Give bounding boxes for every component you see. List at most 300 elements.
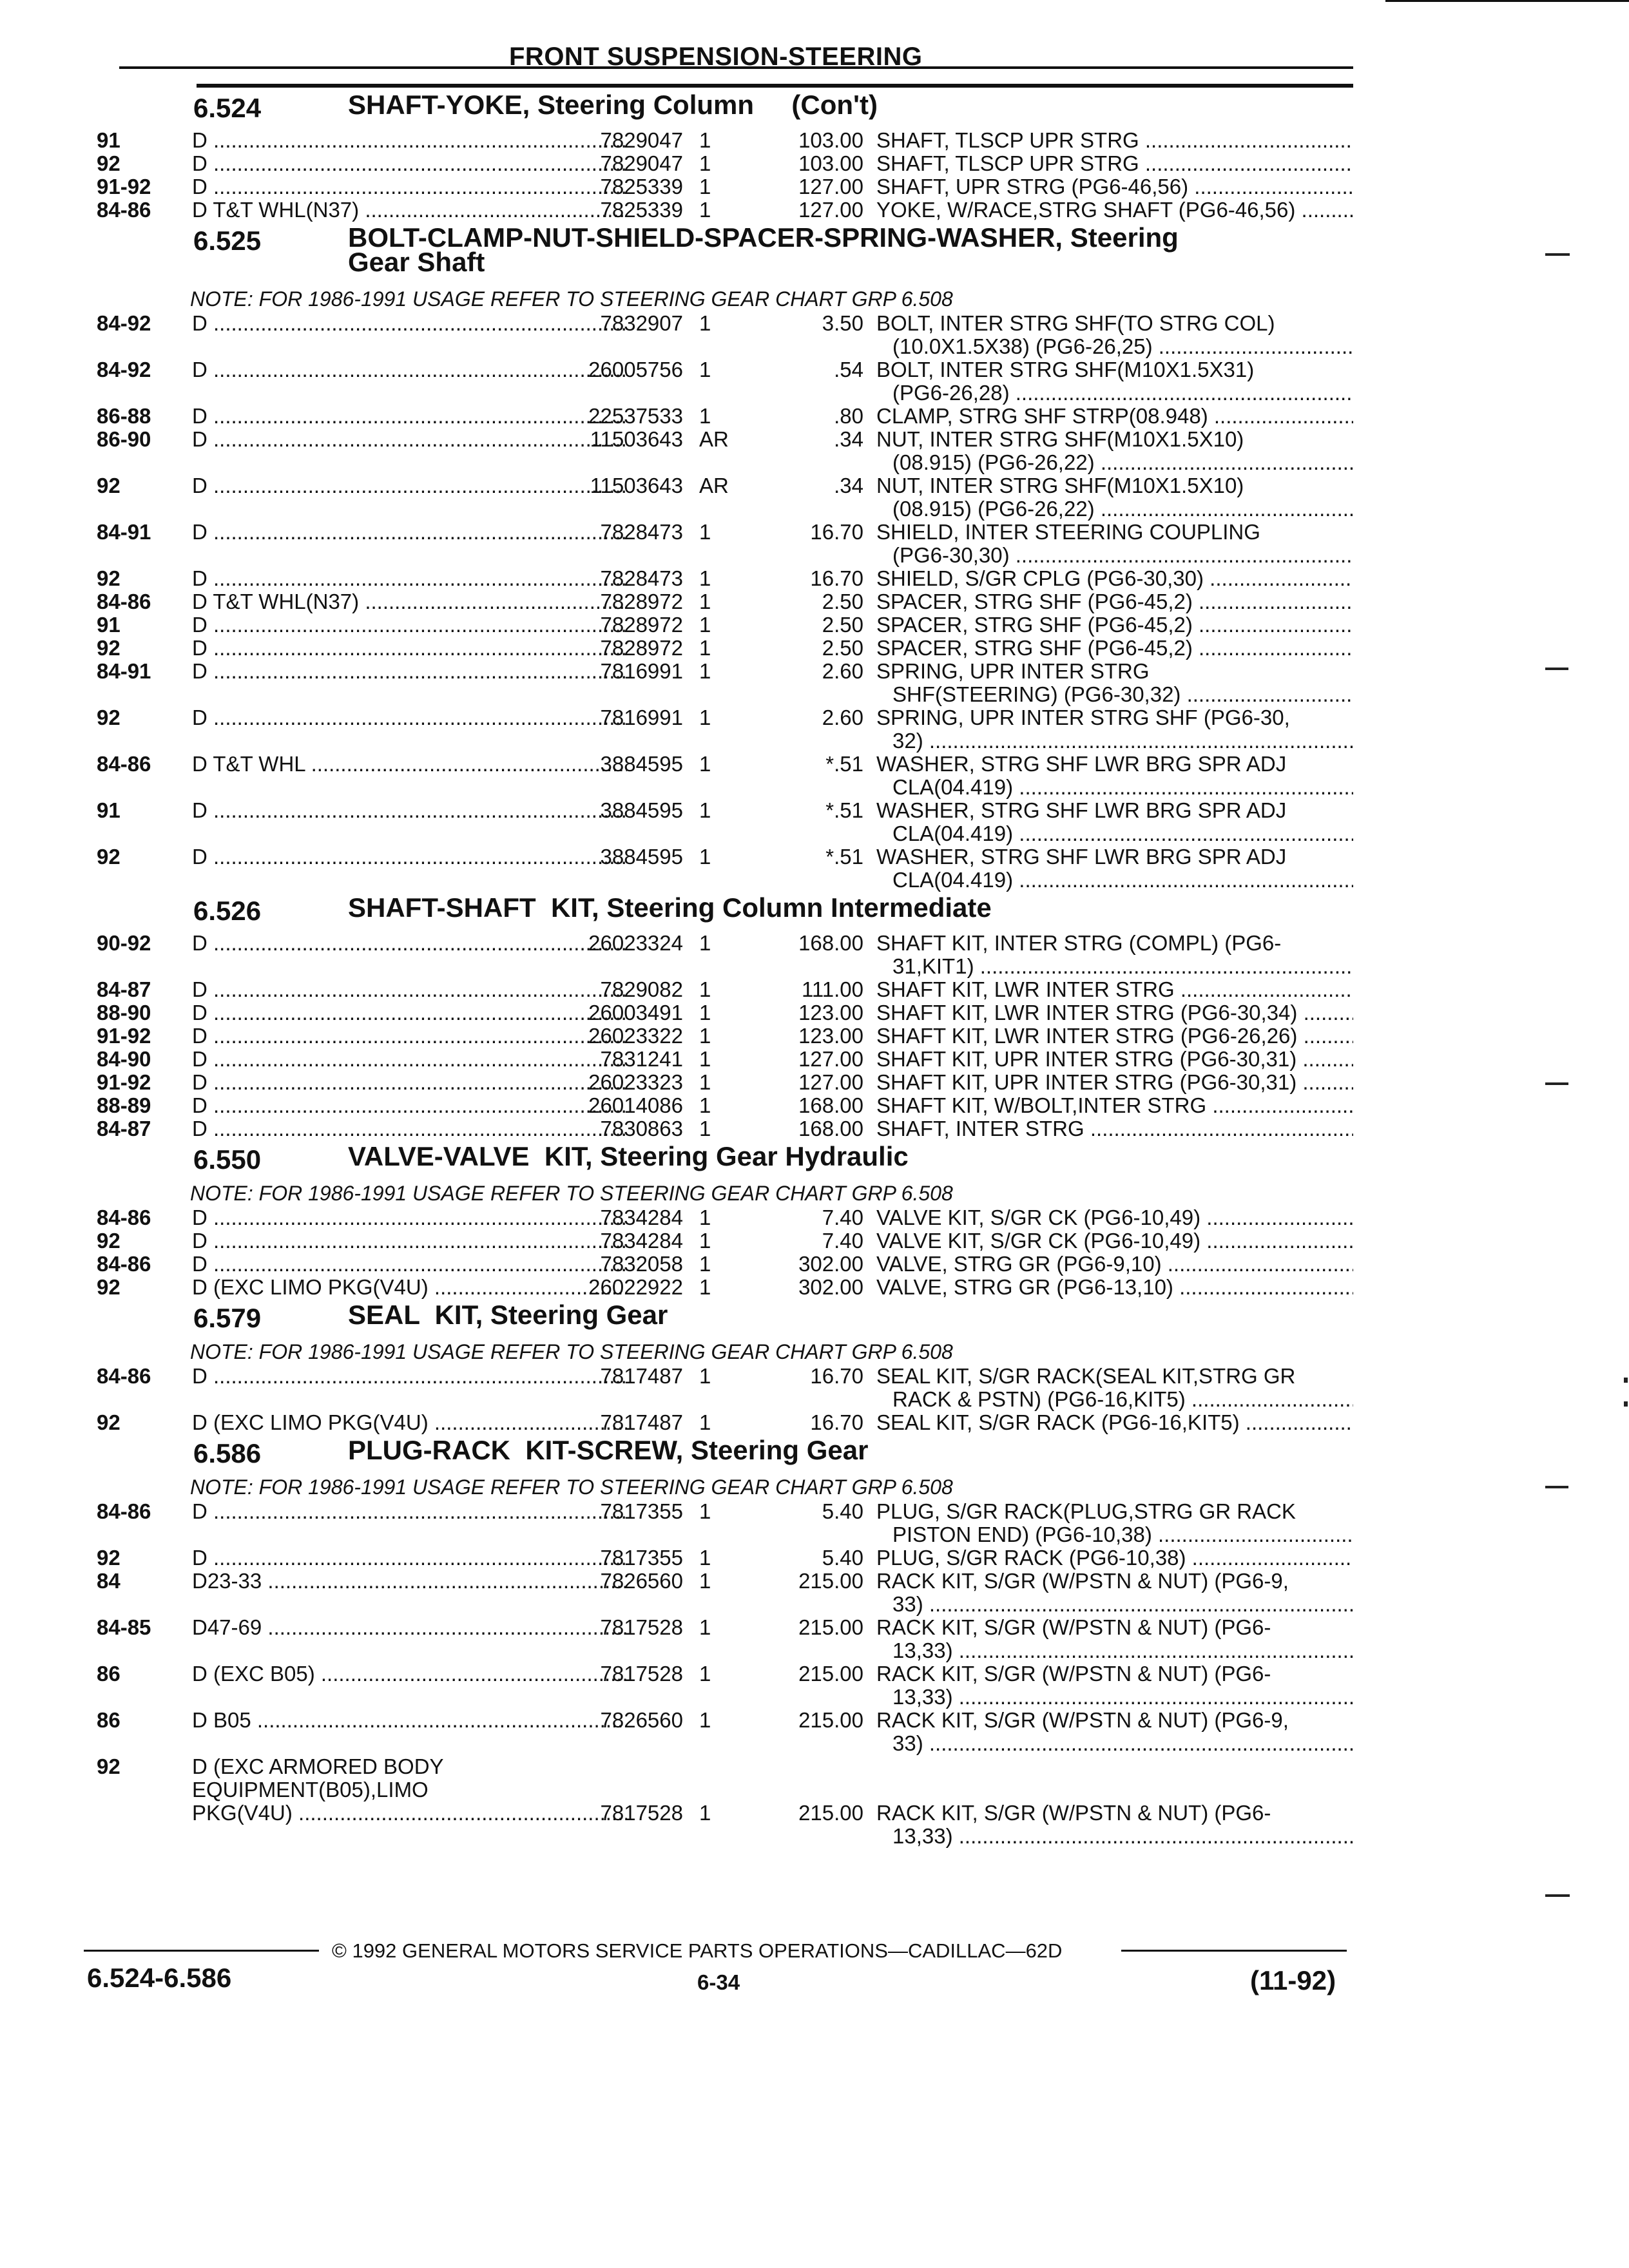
model-years: 92 — [97, 1275, 120, 1299]
part-number: 7816991 — [600, 659, 683, 683]
part-description — [876, 1616, 1353, 1662]
description-line: SHAFT KIT, LWR INTER STRG (PG6-26,26) ..... — [876, 1024, 1353, 1048]
part-description — [876, 1276, 1353, 1299]
part-number: 7828972 — [600, 613, 683, 637]
description-line: PLUG, S/GR RACK(PLUG,STRG GR RACK — [876, 1500, 1296, 1523]
part-row — [97, 799, 1353, 845]
part-row — [97, 706, 1353, 753]
model-code-text: D ..... — [192, 405, 627, 428]
part-description — [876, 1546, 1353, 1570]
part-description — [876, 1662, 1353, 1709]
quantity: 1 — [699, 798, 711, 822]
section-title — [348, 1300, 668, 1330]
parts-listing — [97, 89, 1353, 1848]
part-description — [876, 753, 1353, 799]
part-row — [97, 1546, 1353, 1570]
section-title-line: SEAL KIT, Steering Gear — [348, 1300, 668, 1330]
model-code-text: D ..... — [192, 1253, 627, 1276]
quantity: 1 — [699, 931, 711, 955]
part-row — [97, 405, 1353, 428]
quantity: 1 — [699, 198, 711, 222]
price: 127.00 — [798, 198, 863, 222]
price: 127.00 — [798, 1047, 863, 1071]
part-number: 11503643 — [590, 474, 683, 497]
part-number: 3884595 — [600, 798, 683, 822]
model-years: 84-92 — [97, 358, 151, 381]
section-title — [348, 222, 1179, 277]
part-description — [876, 706, 1353, 753]
description-continuation: 13,33) ..... — [876, 1825, 1353, 1848]
model-code-text: D ..... — [192, 129, 627, 152]
description-line: SHIELD, INTER STEERING COUPLING — [876, 521, 1260, 544]
price: 2.50 — [822, 613, 863, 637]
model-years: 91-92 — [97, 1024, 151, 1048]
part-row — [97, 1662, 1353, 1709]
description-continuation: CLA(04.419) ..... — [876, 869, 1353, 892]
part-row — [97, 1071, 1353, 1094]
price: 2.60 — [822, 706, 863, 729]
part-row — [97, 152, 1353, 175]
part-description — [876, 660, 1353, 706]
model-years: 88-90 — [97, 1001, 151, 1024]
part-number: 7816991 — [600, 706, 683, 729]
price: 5.40 — [822, 1546, 863, 1570]
model-years: 84-86 — [97, 752, 151, 776]
price: .80 — [834, 404, 863, 428]
part-number: 7817487 — [600, 1364, 683, 1388]
usage-note: NOTE: FOR 1986-1991 USAGE REFER TO STEERING GEAR CHART GRP 6.508 — [190, 1475, 953, 1499]
description-line: SHAFT KIT, UPR INTER STRG (PG6-30,31) ..... — [876, 1048, 1353, 1071]
part-row — [97, 1276, 1353, 1299]
part-number: 11503643 — [590, 427, 683, 451]
part-number: 7832058 — [600, 1252, 683, 1276]
part-number: 7828473 — [600, 520, 683, 544]
part-row — [97, 932, 1353, 978]
description-line: NUT, INTER STRG SHF(M10X1.5X10) — [876, 474, 1244, 497]
quantity: 1 — [699, 1546, 711, 1570]
description-continuation: 13,33) ..... — [876, 1639, 1353, 1662]
description-line: SHAFT KIT, UPR INTER STRG (PG6-30,31) ..... — [876, 1071, 1353, 1094]
part-description — [876, 1048, 1353, 1071]
part-row — [97, 1616, 1353, 1662]
part-number: 7828972 — [600, 636, 683, 660]
part-number: 7826560 — [600, 1708, 683, 1732]
model-code-text: D ..... — [192, 358, 627, 381]
description-continuation: SHF(STEERING) (PG6-30,32) ..... — [876, 683, 1353, 706]
model-code-text: D T&T WHL(N37) ..... — [192, 198, 627, 222]
model-years: 91 — [97, 128, 120, 152]
quantity: 1 — [699, 1499, 711, 1523]
part-row — [97, 660, 1353, 706]
model-code-text: D ..... — [192, 978, 627, 1001]
description-line: SHIELD, S/GR CPLG (PG6-30,30) ..... — [876, 567, 1353, 590]
section-title-line-2: Gear Shaft — [348, 247, 485, 277]
section-number: 6.586 — [193, 1438, 262, 1468]
part-number: 7834284 — [600, 1206, 683, 1229]
part-description — [876, 1253, 1353, 1276]
part-number: 26003491 — [588, 1001, 683, 1024]
description-line: WASHER, STRG SHF LWR BRG SPR ADJ — [876, 753, 1287, 776]
part-description — [876, 1094, 1353, 1117]
part-row — [97, 129, 1353, 152]
part-number: 7826560 — [600, 1569, 683, 1593]
part-row — [97, 567, 1353, 590]
description-line: SHAFT, TLSCP UPR STRG ..... — [876, 129, 1353, 152]
section-number: 6.525 — [193, 226, 262, 256]
part-number: 7825339 — [600, 175, 683, 198]
model-years: 84-91 — [97, 659, 151, 683]
quantity: 1 — [699, 1252, 711, 1276]
model-code-text: D ..... — [192, 845, 627, 869]
price: 103.00 — [798, 128, 863, 152]
model-years: 92 — [97, 1754, 120, 1778]
usage-note: NOTE: FOR 1986-1991 USAGE REFER TO STEERING GEAR CHART GRP 6.508 — [190, 287, 953, 311]
model-years: 84-86 — [97, 1364, 151, 1388]
part-number: 7830863 — [600, 1117, 683, 1140]
part-description — [876, 129, 1353, 152]
part-row — [97, 637, 1353, 660]
price: 103.00 — [798, 151, 863, 175]
quantity: 1 — [699, 404, 711, 428]
part-row — [97, 1411, 1353, 1434]
model-years: 84-86 — [97, 198, 151, 222]
part-description — [876, 590, 1353, 613]
part-row — [97, 521, 1353, 567]
price: .34 — [834, 427, 863, 451]
part-description — [876, 152, 1353, 175]
part-description — [876, 1709, 1353, 1755]
description-continuation: 33) ..... — [876, 1732, 1353, 1755]
part-number: 7829082 — [600, 977, 683, 1001]
part-number: 7817528 — [600, 1662, 683, 1686]
top-right-edge-rule — [1385, 0, 1629, 2]
model-code-text: D ..... — [192, 1048, 627, 1071]
model-code-text: D ..... — [192, 1117, 627, 1140]
price: 2.50 — [822, 590, 863, 613]
model-years: 84-91 — [97, 520, 151, 544]
section-title-line: SHAFT-SHAFT KIT, Steering Column Intermediate — [348, 892, 992, 923]
section-number: 6.579 — [193, 1303, 262, 1333]
part-number: 7817355 — [600, 1546, 683, 1570]
margin-mark — [1545, 1894, 1570, 1897]
part-row — [97, 1365, 1353, 1411]
quantity: AR — [699, 474, 729, 497]
model-code-text: D ..... — [192, 312, 627, 335]
description-line: SPACER, STRG SHF (PG6-45,2) ..... — [876, 637, 1353, 660]
model-years: 84 — [97, 1569, 120, 1593]
description-line: SHAFT, UPR STRG (PG6-46,56) ..... — [876, 175, 1353, 198]
part-description — [876, 845, 1353, 892]
description-line: RACK KIT, S/GR (W/PSTN & NUT) (PG6-9, — [876, 1709, 1289, 1732]
model-years: 92 — [97, 706, 120, 729]
model-years: 86-88 — [97, 404, 151, 428]
part-description — [876, 799, 1353, 845]
section-title — [348, 90, 878, 120]
part-row — [97, 590, 1353, 613]
model-code-text: D ..... — [192, 152, 627, 175]
part-row — [97, 1024, 1353, 1048]
price: 123.00 — [798, 1024, 863, 1048]
model-code-text: D23-33 ..... — [192, 1570, 627, 1593]
model-years: 86-90 — [97, 427, 151, 451]
model-code-text: D B05 ..... — [192, 1709, 627, 1732]
model-years: 92 — [97, 566, 120, 590]
model-code-text: D T&T WHL ..... — [192, 753, 627, 776]
section-number: 6.550 — [193, 1144, 262, 1175]
model-years: 86 — [97, 1662, 120, 1686]
part-number: 7834284 — [600, 1229, 683, 1253]
quantity: 1 — [699, 311, 711, 335]
part-description — [876, 1365, 1353, 1411]
price: 16.70 — [810, 1364, 863, 1388]
description-line: SPACER, STRG SHF (PG6-45,2) ..... — [876, 613, 1353, 637]
model-years: 84-86 — [97, 1252, 151, 1276]
quantity: 1 — [699, 1001, 711, 1024]
section-number: 6.524 — [193, 93, 262, 123]
part-number: 7828972 — [600, 590, 683, 613]
model-years: 92 — [97, 845, 120, 869]
description-continuation: RACK & PSTN) (PG6-16,KIT5) ..... — [876, 1388, 1353, 1411]
price: 302.00 — [798, 1252, 863, 1276]
part-row — [97, 1709, 1353, 1755]
price: 111.00 — [801, 977, 863, 1001]
section-heading — [97, 1434, 1353, 1474]
description-line: SHAFT KIT, LWR INTER STRG ..... — [876, 978, 1353, 1001]
description-continuation: (PG6-26,28) ..... — [876, 381, 1353, 405]
quantity: 1 — [699, 1569, 711, 1593]
margin-mark — [1545, 1486, 1568, 1488]
part-description — [876, 1206, 1353, 1229]
description-line: PLUG, S/GR RACK (PG6-10,38) ..... — [876, 1546, 1353, 1570]
description-line: WASHER, STRG SHF LWR BRG SPR ADJ — [876, 799, 1287, 822]
model-years: 84-87 — [97, 977, 151, 1001]
model-years: 84-92 — [97, 311, 151, 335]
page-number: 6-34 — [697, 1970, 740, 1994]
part-row — [97, 428, 1353, 474]
model-years: 92 — [97, 1229, 120, 1253]
description-continuation: (PG6-30,30) ..... — [876, 544, 1353, 567]
description-continuation: 31,KIT1) ..... — [876, 955, 1353, 978]
description-line: CLAMP, STRG SHF STRP(08.948) ..... — [876, 405, 1353, 428]
section-heading — [97, 1140, 1353, 1180]
part-number: 26022922 — [588, 1275, 683, 1299]
part-description — [876, 312, 1353, 358]
model-code-text: D ..... — [192, 428, 627, 451]
quantity: 1 — [699, 128, 711, 152]
section-title — [348, 892, 992, 923]
part-description — [876, 1411, 1353, 1434]
description-continuation: CLA(04.419) ..... — [876, 822, 1353, 845]
section-title-line: SHAFT-YOKE, Steering Column (Con't) — [348, 90, 878, 120]
model-code-text: D ..... — [192, 1024, 627, 1048]
price: .54 — [834, 358, 863, 381]
part-row — [97, 1206, 1353, 1229]
part-description — [876, 637, 1353, 660]
description-line: SPACER, STRG SHF (PG6-45,2) ..... — [876, 590, 1353, 613]
model-years: 91-92 — [97, 1070, 151, 1094]
part-description — [876, 1500, 1353, 1546]
quantity: 1 — [699, 1229, 711, 1253]
model-code-text: D (EXC LIMO PKG(V4U) ..... — [192, 1276, 627, 1299]
model-code-text: D ..... — [192, 175, 627, 198]
part-row — [97, 978, 1353, 1001]
part-number: 7828473 — [600, 566, 683, 590]
price: *.51 — [825, 845, 863, 869]
description-line: VALVE KIT, S/GR CK (PG6-10,49) ..... — [876, 1206, 1353, 1229]
quantity: 1 — [699, 1364, 711, 1388]
part-number: 3884595 — [600, 752, 683, 776]
quantity: 1 — [699, 1662, 711, 1686]
copyright-line: © 1992 GENERAL MOTORS SERVICE PARTS OPERATIONS—CADILLAC—62D — [332, 1939, 1063, 1962]
description-line: VALVE, STRG GR (PG6-13,10) ..... — [876, 1276, 1353, 1299]
part-number: 3884595 — [600, 845, 683, 869]
price: 127.00 — [798, 1070, 863, 1094]
part-number: 7832907 — [600, 311, 683, 335]
model-years: 91 — [97, 798, 120, 822]
quantity: 1 — [699, 175, 711, 198]
price: 2.60 — [822, 659, 863, 683]
description-continuation: 13,33) ..... — [876, 1686, 1353, 1709]
price: 16.70 — [810, 566, 863, 590]
model-code-text: D (EXC B05) ..... — [192, 1662, 627, 1686]
quantity: 1 — [699, 1117, 711, 1140]
description-line: NUT, INTER STRG SHF(M10X1.5X10) — [876, 428, 1244, 451]
part-description — [876, 1001, 1353, 1024]
quantity: 1 — [699, 1410, 711, 1434]
part-row — [97, 198, 1353, 222]
part-description — [876, 405, 1353, 428]
part-row — [97, 753, 1353, 799]
description-line: VALVE, STRG GR (PG6-9,10) ..... — [876, 1253, 1353, 1276]
part-description — [876, 358, 1353, 405]
model-years: 91 — [97, 613, 120, 637]
description-continuation: (10.0X1.5X38) (PG6-26,25) ..... — [876, 335, 1353, 358]
price: 16.70 — [810, 1410, 863, 1434]
price: 168.00 — [798, 1117, 863, 1140]
section-number: 6.526 — [193, 896, 262, 926]
model-code-text: D ..... — [192, 1365, 627, 1388]
description-line: WASHER, STRG SHF LWR BRG SPR ADJ — [876, 845, 1287, 869]
part-description — [876, 521, 1353, 567]
part-description — [876, 613, 1353, 637]
model-years: 90-92 — [97, 931, 151, 955]
model-code-text: D ..... — [192, 1001, 627, 1024]
quantity: 1 — [699, 590, 711, 613]
price: *.51 — [825, 752, 863, 776]
description-line: RACK KIT, S/GR (W/PSTN & NUT) (PG6- — [876, 1802, 1271, 1825]
price: 168.00 — [798, 931, 863, 955]
quantity: 1 — [699, 1070, 711, 1094]
model-code-text: D ..... — [192, 932, 627, 955]
part-description — [876, 932, 1353, 978]
description-line: SHAFT KIT, INTER STRG (COMPL) (PG6- — [876, 932, 1282, 955]
model-years: 92 — [97, 151, 120, 175]
price: 215.00 — [798, 1708, 863, 1732]
model-code-text: D ..... — [192, 660, 627, 683]
price: 2.50 — [822, 636, 863, 660]
description-line: RACK KIT, S/GR (W/PSTN & NUT) (PG6- — [876, 1616, 1271, 1639]
model-years: 84-85 — [97, 1615, 151, 1639]
model-years: 92 — [97, 474, 120, 497]
part-number: 7817528 — [600, 1801, 683, 1825]
quantity: 1 — [699, 1708, 711, 1732]
description-continuation: (08.915) (PG6-26,22) ..... — [876, 497, 1353, 521]
quantity: 1 — [699, 1275, 711, 1299]
model-years: 84-87 — [97, 1117, 151, 1140]
page-header-title: FRONT SUSPENSION-STEERING — [509, 43, 923, 71]
description-line: YOKE, W/RACE,STRG SHAFT (PG6-46,56) ..... — [876, 198, 1353, 222]
section-heading — [97, 892, 1353, 932]
description-line: SHAFT KIT, LWR INTER STRG (PG6-30,34) ..... — [876, 1001, 1353, 1024]
model-years: 86 — [97, 1708, 120, 1732]
description-line: SHAFT, TLSCP UPR STRG ..... — [876, 152, 1353, 175]
quantity: 1 — [699, 520, 711, 544]
quantity: 1 — [699, 706, 711, 729]
price: 215.00 — [798, 1615, 863, 1639]
part-row — [97, 358, 1353, 405]
quantity: 1 — [699, 752, 711, 776]
part-row — [97, 845, 1353, 892]
model-code-text: D ..... — [192, 474, 627, 497]
part-description — [876, 1802, 1353, 1848]
part-description — [876, 1570, 1353, 1616]
quantity: 1 — [699, 1206, 711, 1229]
price: 302.00 — [798, 1275, 863, 1299]
quantity: 1 — [699, 1801, 711, 1825]
quantity: 1 — [699, 977, 711, 1001]
description-line: RACK KIT, S/GR (W/PSTN & NUT) (PG6-9, — [876, 1570, 1289, 1593]
quantity: 1 — [699, 1024, 711, 1048]
model-code-line: EQUIPMENT(B05),LIMO — [192, 1778, 429, 1802]
section-heading — [97, 1299, 1353, 1339]
model-years: 91-92 — [97, 175, 151, 198]
part-row — [97, 613, 1353, 637]
part-description — [876, 567, 1353, 590]
description-continuation: PISTON END) (PG6-10,38) ..... — [876, 1523, 1353, 1546]
price: 7.40 — [822, 1229, 863, 1253]
model-code-text: D ..... — [192, 1546, 627, 1570]
model-years: 92 — [97, 1410, 120, 1434]
model-code-text: D47-69 ..... — [192, 1616, 627, 1639]
part-row — [97, 175, 1353, 198]
description-line: BOLT, INTER STRG SHF(TO STRG COL) — [876, 312, 1275, 335]
price: 3.50 — [822, 311, 863, 335]
quantity: 1 — [699, 845, 711, 869]
quantity: 1 — [699, 613, 711, 637]
price: 168.00 — [798, 1093, 863, 1117]
revision-date: (11-92) — [1250, 1965, 1336, 1995]
description-line: SEAL KIT, S/GR RACK (PG6-16,KIT5) ..... — [876, 1411, 1353, 1434]
price: 215.00 — [798, 1801, 863, 1825]
margin-mark — [1624, 1401, 1628, 1407]
quantity: 1 — [699, 1093, 711, 1117]
quantity: 1 — [699, 151, 711, 175]
description-line: SPRING, UPR INTER STRG — [876, 660, 1150, 683]
description-line: SEAL KIT, S/GR RACK(SEAL KIT,STRG GR — [876, 1365, 1296, 1388]
description-line: SHAFT KIT, W/BOLT,INTER STRG ..... — [876, 1094, 1353, 1117]
quantity: 1 — [699, 1615, 711, 1639]
price: *.51 — [825, 798, 863, 822]
model-code-line: D (EXC ARMORED BODY — [192, 1755, 444, 1778]
footer-rule-right — [1121, 1950, 1347, 1952]
part-number: 7817487 — [600, 1410, 683, 1434]
part-number: 7817528 — [600, 1615, 683, 1639]
part-row — [97, 1500, 1353, 1546]
margin-mark — [1545, 1082, 1568, 1085]
model-code-text: D ..... — [192, 613, 627, 637]
part-row — [97, 1229, 1353, 1253]
price: 5.40 — [822, 1499, 863, 1523]
